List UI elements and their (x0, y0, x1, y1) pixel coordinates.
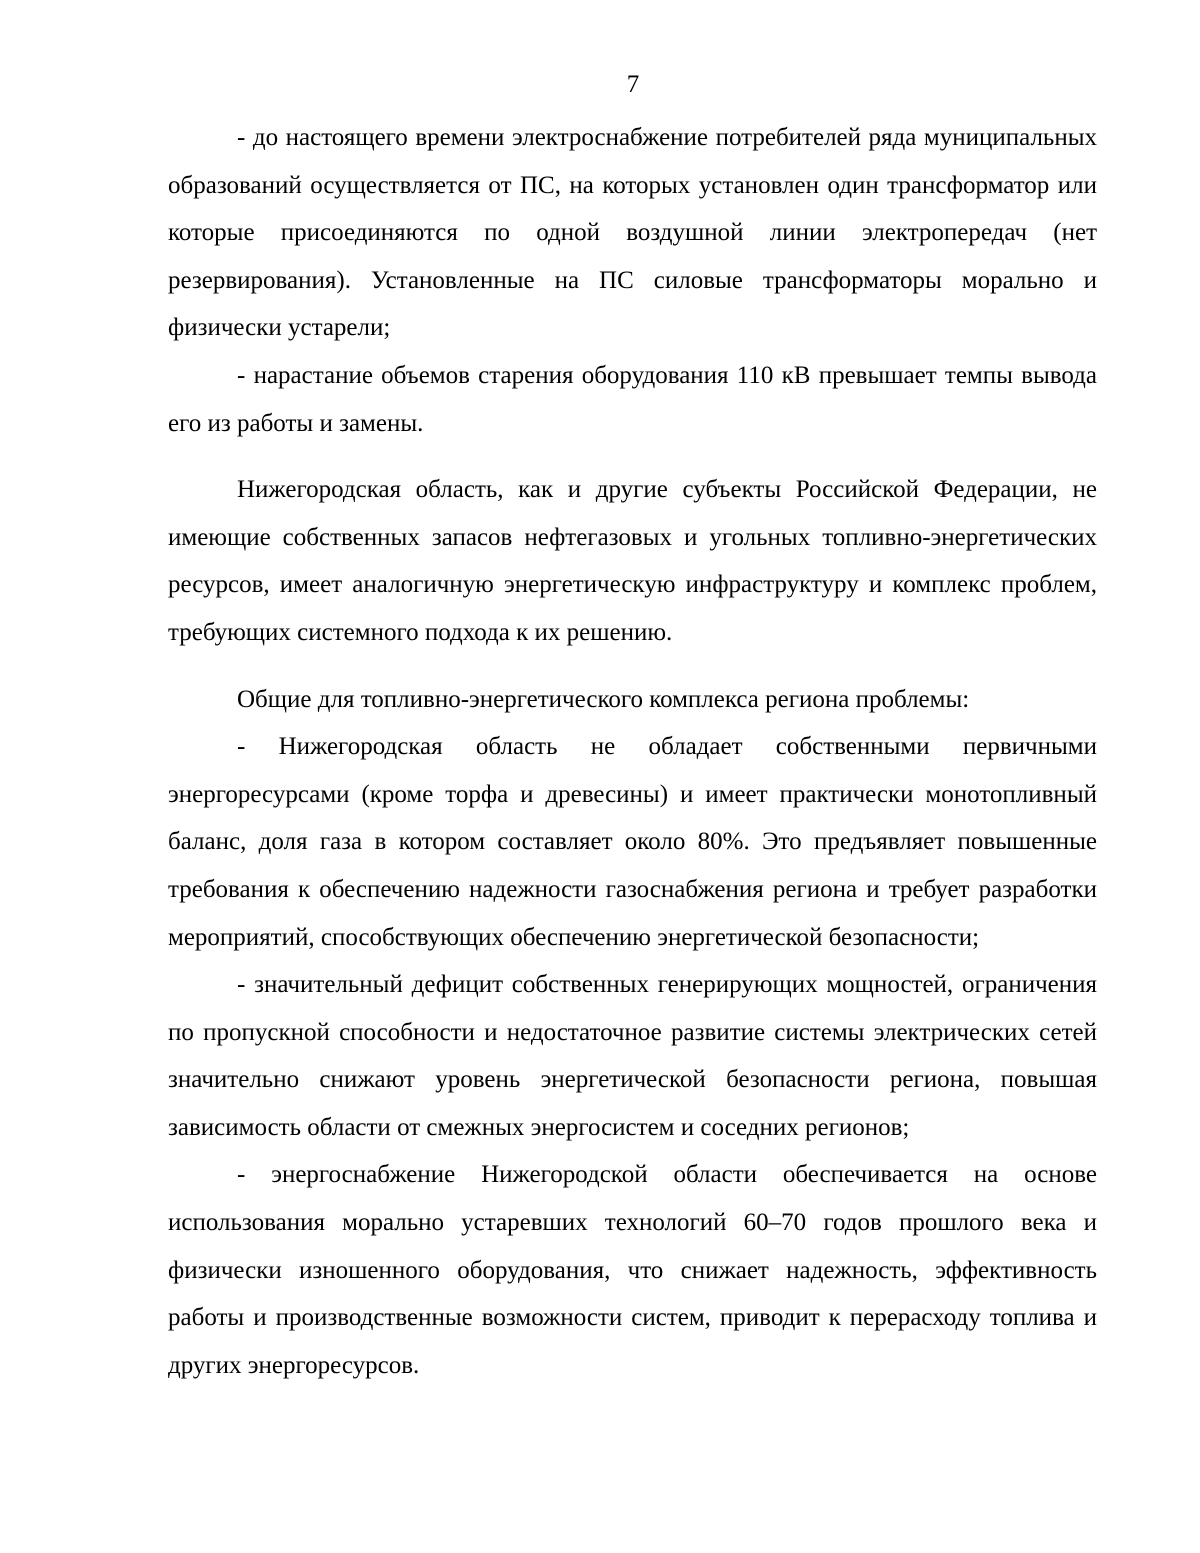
section-intro: Общие для топливно-энергетического комплекса региона проблемы: (237, 685, 970, 713)
page-number: 7 (626, 71, 640, 98)
paragraph: - Нижегородская область не обладает собственными первичными энергоресурсами (кроме торфа и древесины) и имеет практически монотопливный баланс, доля газа в котором составляет около 80%. Это предъявляет повышенные требования к обеспечению надежности газоснабжения региона и требует разработки мероприятий, способствующих обеспечению энергетической безопасности; (168, 733, 1097, 951)
paragraph: - значительный дефицит собственных генерирующих мощностей, ограничения по пропускной способности и недостаточное развитие системы электрических сетей значительно снижают уровень энергетической безопасности региона, повышая зависимость области от смежных энергосистем и соседних регионов; (168, 971, 1097, 1141)
paragraph: Нижегородская область, как и другие субъекты Российской Федерации, не имеющие собственных запасов нефтегазовых и угольных топливно-энергетических ресурсов, имеет аналогичную энергетическую инфраструктуру и комплекс проблем, требующих системного подхода к их решению. (168, 476, 1097, 646)
document-body (168, 114, 1097, 1389)
paragraph: - до настоящего времени электроснабжение потребителей ряда муниципальных образований осуществляется от ПС, на которых установлен один трансформатор или которые присоединяются по одной воздушной линии электропередач (нет резервирования). Установленные на ПС силовые трансформаторы морально и физически устарели; (168, 124, 1097, 342)
paragraph: - нарастание объемов старения оборудования 110 кВ превышает темпы вывода его из работы и замены. (168, 361, 1097, 437)
paragraph: - энергоснабжение Нижегородской области обеспечивается на основе использования морально устаревших технологий 60–70 годов прошлого века и физически изношенного оборудования, что снижает надежность, эффективность работы и производственные возможности систем, приводит к перерасходу топлива и других энергоресурсов. (168, 1161, 1097, 1379)
